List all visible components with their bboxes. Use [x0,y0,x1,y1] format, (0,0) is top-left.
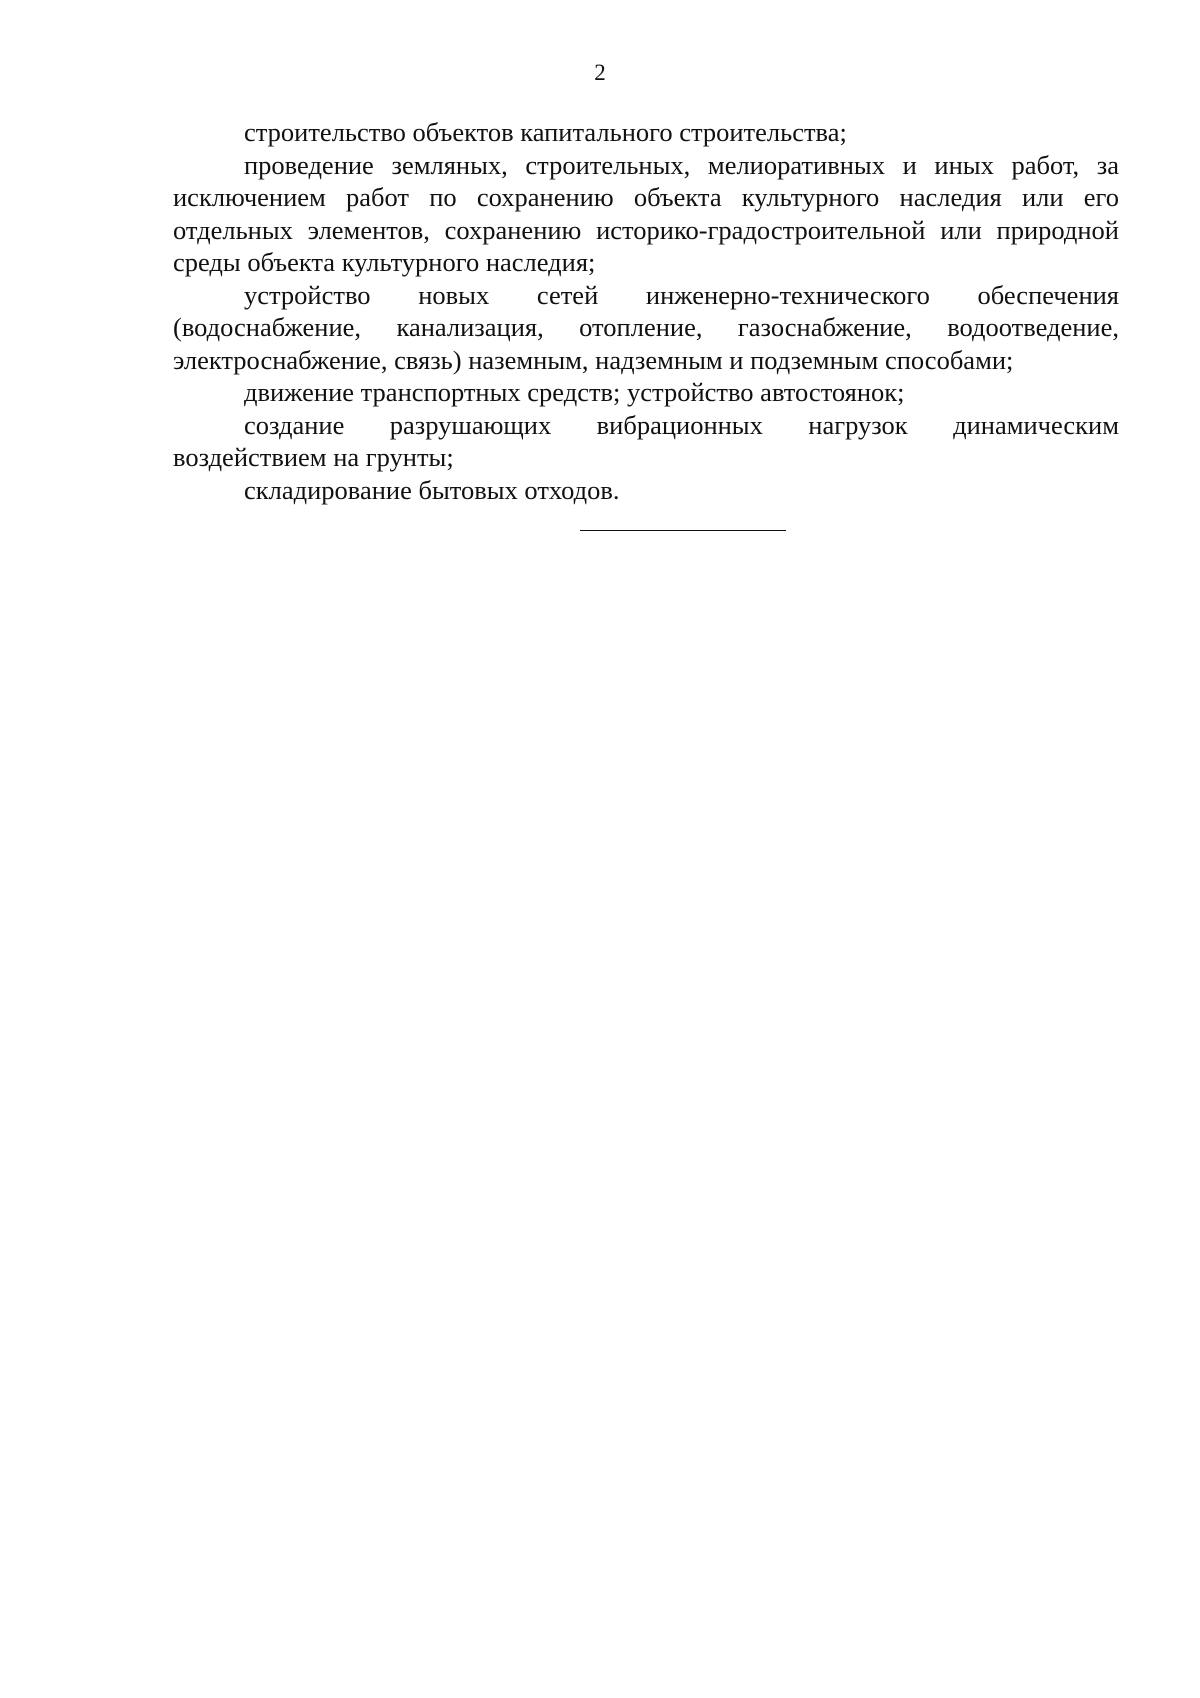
page-number: 2 [594,60,606,85]
paragraph-vehicle-traffic: движение транспортных средств; устройство автостоянок; [244,377,905,407]
paragraph-utility-networks: устройство новых сетей инженерно-технического обеспечения (водоснабжение, канализация, отопление, газоснабжение, водоотведение, электроснабжение, связь) наземным, надземным и подземным способами; [173,279,1119,375]
end-of-text-rule [580,530,786,531]
body-text [173,116,1119,506]
paragraph-vibration-loads: создание разрушающих вибрационных нагрузок динамическим воздействием на грунты; [173,409,1119,472]
paragraph-construction: строительство объектов капитального строительства; [244,117,847,147]
paragraph-waste-storage: складирование бытовых отходов. [244,474,620,505]
paragraph-earthworks: проведение земляных, строительных, мелиоративных и иных работ, за исключением работ по сохранению объекта культурного наследия или его отдельных элементов, сохранению историко-градостроительной или природной среды объекта культурного наследия; [173,149,1119,277]
